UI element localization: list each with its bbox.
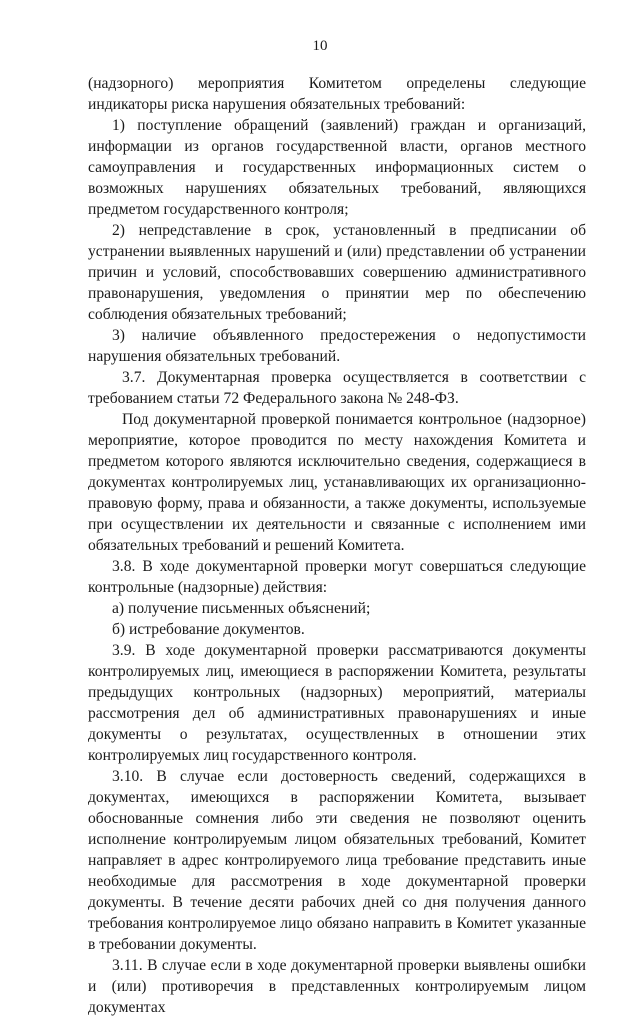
paragraph-definition: Под документарной проверкой понимается контрольное (надзорное) мероприятие, которое проводится по месту нахождения Комитета и предметом которого являются исключительно сведения, содержащиеся в документах контролируемых лиц, устанавливающих их организационно-правовую форму, права и обязанности, а также документы, используемые при осуществлении их деятельности и связанные с исполнением ими обязательных требований и решений Комитета. — [88, 411, 586, 554]
document-body — [88, 73, 586, 1018]
section-3-9: 3.9. В ходе документарной проверки рассматриваются документы контролируемых лиц, имеющиеся в распоряжении Комитета, результаты предыдущих контрольных (надзорных) мероприятий, материалы рассмотрения дел об административных правонарушениях и иные документы о результатах, осуществленных в отношении этих контролируемых лиц государственного контроля. — [88, 642, 586, 764]
section-3-8: 3.8. В ходе документарной проверки могут совершаться следующие контрольные (надзорные) действия: — [88, 558, 586, 596]
list-item-a: а) получение письменных объяснений; — [112, 600, 371, 617]
paragraph-intro: (надзорного) мероприятия Комитетом определены следующие индикаторы риска нарушения обязательных требований: — [88, 75, 586, 113]
list-item-1: 1) поступление обращений (заявлений) граждан и организаций, информации из органов государственной власти, органов местного самоуправления и государственных информационных систем о возможных нарушениях обязательных требований, являющихся предметом государственного контроля; — [88, 117, 586, 218]
section-3-10: 3.10. В случае если достоверность сведений, содержащихся в документах, имеющихся в распоряжении Комитета, вызывает обоснованные сомнения либо эти сведения не позволяют оценить исполнение контролируемым лицом обязательных требований, Комитет направляет в адрес контролируемого лица требование представить иные необходимые для рассмотрения в ходе документарной проверки документы. В течение десяти рабочих дней со дня получения данного требования контролируемое лицо обязано направить в Комитет указанные в требовании документы. — [88, 768, 586, 953]
list-item-b: б) истребование документов. — [112, 621, 305, 638]
section-3-7: 3.7. Документарная проверка осуществляется в соответствии с требованием статьи 72 Федерального закона № 248-ФЗ. — [88, 369, 586, 407]
page-number: 10 — [312, 38, 328, 54]
list-item-2: 2) непредставление в срок, установленный в предписании об устранении выявленных нарушений и (или) представлении об устранении причин и условий, способствовавших совершению административного правонарушения, уведомления о принятии мер по обеспечению соблюдения обязательных требований; — [88, 222, 586, 323]
list-item-3: 3) наличие объявленного предостережения о недопустимости нарушения обязательных требований. — [88, 327, 586, 365]
section-3-11: 3.11. В случае если в ходе документарной проверки выявлены ошибки и (или) противоречия в представленных контролируемым лицом документах — [88, 957, 586, 1016]
